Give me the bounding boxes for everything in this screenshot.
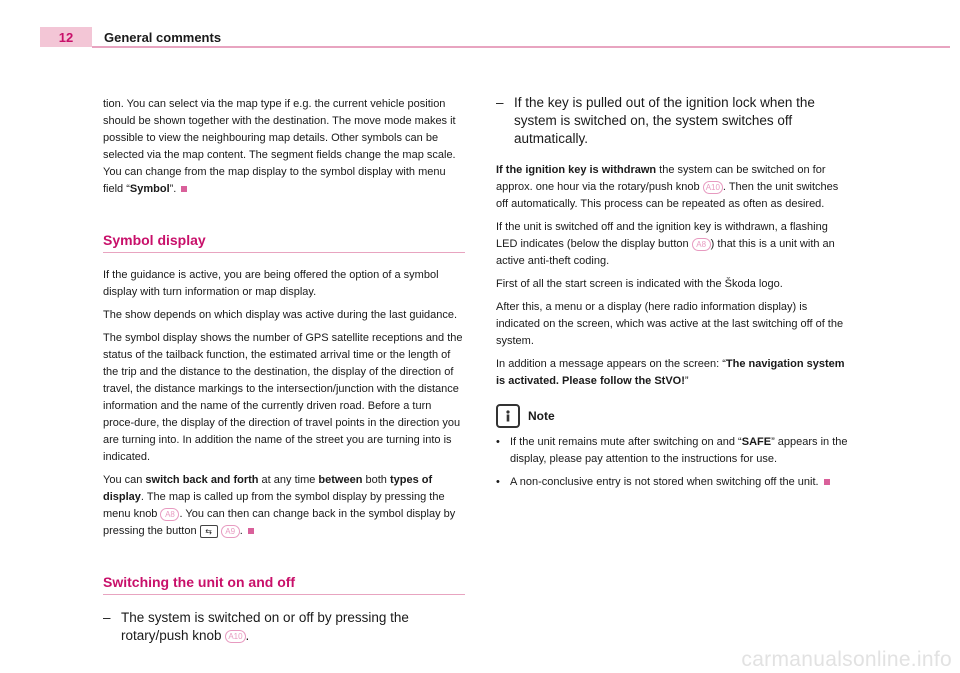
symbol-paragraph-2: The show depends on which display was active during the last guidance. (103, 309, 458, 321)
note-bullet-1 (496, 434, 852, 468)
text: If the unit is switched off and the ignition key is withdrawn, a flashing LED indicates (below the display button (496, 221, 828, 250)
right-paragraph-2 (496, 219, 852, 270)
control-ref-badge: A10 (703, 181, 723, 194)
text: both (362, 474, 390, 486)
text: In addition a message appears on the screen: “ (496, 358, 726, 370)
text: . The map is called up from the symbol display by pressing the menu knob (103, 491, 445, 520)
control-ref-badge: A9 (221, 525, 240, 538)
text-bold: switch back and forth (145, 474, 259, 486)
bullet-icon: • (496, 476, 500, 488)
step-text: If the key is pulled out of the ignition lock when the system is switched on, the system switches off autmatically. (514, 95, 815, 146)
bullet-icon: • (496, 436, 500, 448)
text: . (239, 525, 243, 537)
text-bold: between (318, 474, 363, 486)
symbol-paragraph-4 (103, 472, 465, 540)
step-key-withdrawn (496, 94, 852, 148)
section-end-icon (824, 479, 830, 485)
note-icon (496, 404, 520, 428)
symbol-paragraph-1: If the guidance is active, you are being offered the option of a symbol display with turn information or map display. (103, 269, 439, 298)
left-column (103, 96, 465, 659)
step-dash: – (496, 95, 504, 110)
text-bold: SAFE (741, 436, 772, 448)
step-switch-on-off (103, 609, 465, 645)
step-text: The system is switched on or off by pressing the rotary/push knob (121, 610, 409, 643)
symbol-display-heading: Symbol display (103, 232, 465, 253)
note-header (496, 404, 852, 428)
note-pen-icon (501, 409, 515, 423)
right-paragraph-3: First of all the start screen is indicated with the Škoda logo. (496, 278, 783, 290)
section-end-icon (181, 186, 187, 192)
text-bold: types of display (103, 474, 433, 503)
intro-text: tion. You can select via the map type if e.g. the current vehicle position should be shown together with the destination. The move mode makes it possible to view the neighbouring map details. Other symbols can be selected via the map content. The segment fields change the map scale. You can change from the map display to the symbol display with menu field “ (103, 98, 456, 195)
right-paragraph-4: After this, a menu or a display (here radio information display) is indicated on the screen, which was active at the last switching off of the system. (496, 301, 844, 347)
text-bold: If the ignition key is withdrawn (496, 164, 657, 176)
symbol-menu-field: Symbol (129, 183, 170, 195)
section-end-icon (248, 528, 254, 534)
text: If the unit remains mute after switching on and “ (510, 436, 742, 448)
intro-tail: ”. (169, 183, 177, 195)
right-column (496, 94, 852, 497)
text: ) that this is a unit with an active anti-theft coding. (496, 238, 835, 267)
text: You can (103, 474, 146, 486)
text: the system can be switched on for approx. one hour via the rotary/push knob (496, 164, 826, 193)
header-divider (92, 46, 950, 48)
text: . You can then can change back in the symbol display by pressing the button (103, 508, 456, 537)
control-ref-badge: A8 (160, 508, 179, 521)
intro-paragraph (103, 96, 465, 198)
watermark: carmanualsonline.info (741, 648, 952, 671)
step-tail: . (245, 628, 250, 643)
note-bullet-2 (496, 474, 852, 491)
symbol-paragraph-3: The symbol display shows the number of GPS satellite receptions and the status of the tailback function, the estimated arrival time or the length of the trip and the distance to the destination, the display of the direction of travel, the distance markings to the intersection/junction with the distance information and the name of the currently driven road. Before a turn proce-dure, the display of the direction of travel points in the direction you are turning into. In addition the name of the street you are turning into is indicated. (103, 332, 463, 463)
switching-heading: Switching the unit on and off (103, 574, 465, 595)
text: A non-conclusive entry is not stored when switching off the unit. (510, 476, 819, 488)
navigation-message: The navigation system is activated. Please follow the StVO! (496, 358, 845, 387)
note-label: Note (528, 408, 555, 423)
map-button-icon: ⇆ (200, 525, 218, 538)
right-paragraph-1 (496, 162, 852, 213)
control-ref-badge: A8 (692, 238, 711, 251)
text: . Then the unit switches off automatically. This process can be repeated as often as desired. (496, 181, 839, 210)
page-title: General comments (104, 30, 222, 45)
right-paragraph-5 (496, 356, 852, 390)
control-ref-badge: A10 (225, 630, 245, 643)
page-number: 12 (58, 30, 74, 45)
text: ” (684, 375, 689, 387)
text: at any time (258, 474, 319, 486)
text: ” appears in the display, please pay attention to the instructions for use. (510, 436, 848, 465)
step-dash: – (103, 610, 111, 625)
